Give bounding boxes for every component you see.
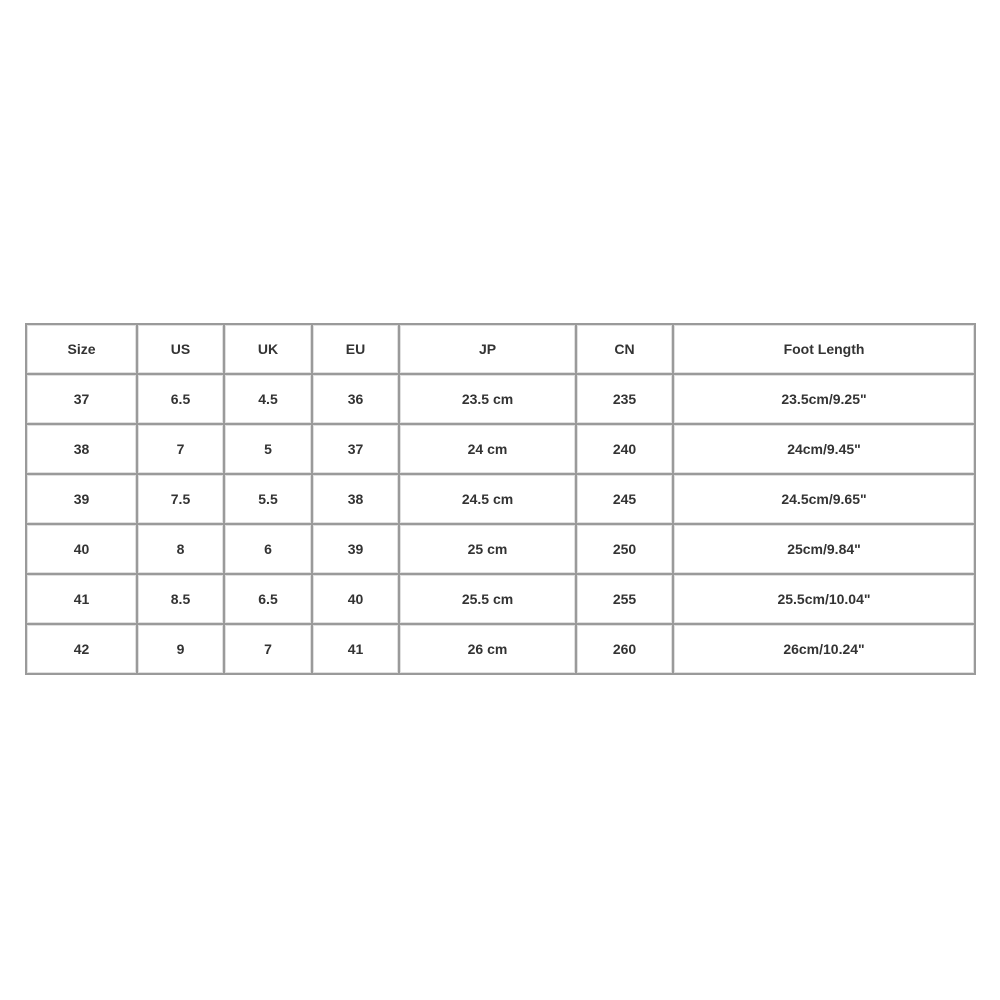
cell-foot-length: 25.5cm/10.04"	[673, 574, 975, 624]
cell-foot-length: 26cm/10.24"	[673, 624, 975, 674]
cell-foot-length: 25cm/9.84"	[673, 524, 975, 574]
cell-us: 7.5	[137, 474, 224, 524]
header-us: US	[137, 324, 224, 374]
cell-jp: 23.5 cm	[399, 374, 576, 424]
cell-size: 37	[26, 374, 137, 424]
cell-cn: 260	[576, 624, 673, 674]
cell-eu: 38	[312, 474, 399, 524]
cell-foot-length: 24cm/9.45"	[673, 424, 975, 474]
table-row	[26, 524, 975, 574]
table-row	[26, 424, 975, 474]
header-jp: JP	[399, 324, 576, 374]
cell-eu: 39	[312, 524, 399, 574]
cell-us: 6.5	[137, 374, 224, 424]
cell-cn: 250	[576, 524, 673, 574]
table-row	[26, 474, 975, 524]
cell-eu: 40	[312, 574, 399, 624]
header-size: Size	[26, 324, 137, 374]
cell-uk: 7	[224, 624, 312, 674]
cell-uk: 5.5	[224, 474, 312, 524]
table-header-row	[26, 324, 975, 374]
size-chart-table	[25, 323, 976, 675]
cell-cn: 235	[576, 374, 673, 424]
cell-jp: 24 cm	[399, 424, 576, 474]
cell-size: 40	[26, 524, 137, 574]
table-row	[26, 374, 975, 424]
cell-uk: 6.5	[224, 574, 312, 624]
header-uk: UK	[224, 324, 312, 374]
cell-cn: 245	[576, 474, 673, 524]
cell-us: 9	[137, 624, 224, 674]
cell-uk: 6	[224, 524, 312, 574]
cell-foot-length: 23.5cm/9.25"	[673, 374, 975, 424]
cell-size: 41	[26, 574, 137, 624]
cell-eu: 41	[312, 624, 399, 674]
cell-uk: 4.5	[224, 374, 312, 424]
cell-cn: 255	[576, 574, 673, 624]
cell-size: 38	[26, 424, 137, 474]
cell-jp: 25 cm	[399, 524, 576, 574]
table-row	[26, 624, 975, 674]
cell-cn: 240	[576, 424, 673, 474]
cell-us: 8	[137, 524, 224, 574]
cell-jp: 24.5 cm	[399, 474, 576, 524]
table-row	[26, 574, 975, 624]
cell-eu: 36	[312, 374, 399, 424]
cell-jp: 26 cm	[399, 624, 576, 674]
cell-us: 8.5	[137, 574, 224, 624]
header-cn: CN	[576, 324, 673, 374]
cell-size: 39	[26, 474, 137, 524]
header-foot-length: Foot Length	[673, 324, 975, 374]
cell-eu: 37	[312, 424, 399, 474]
cell-jp: 25.5 cm	[399, 574, 576, 624]
header-eu: EU	[312, 324, 399, 374]
cell-size: 42	[26, 624, 137, 674]
cell-uk: 5	[224, 424, 312, 474]
cell-foot-length: 24.5cm/9.65"	[673, 474, 975, 524]
cell-us: 7	[137, 424, 224, 474]
